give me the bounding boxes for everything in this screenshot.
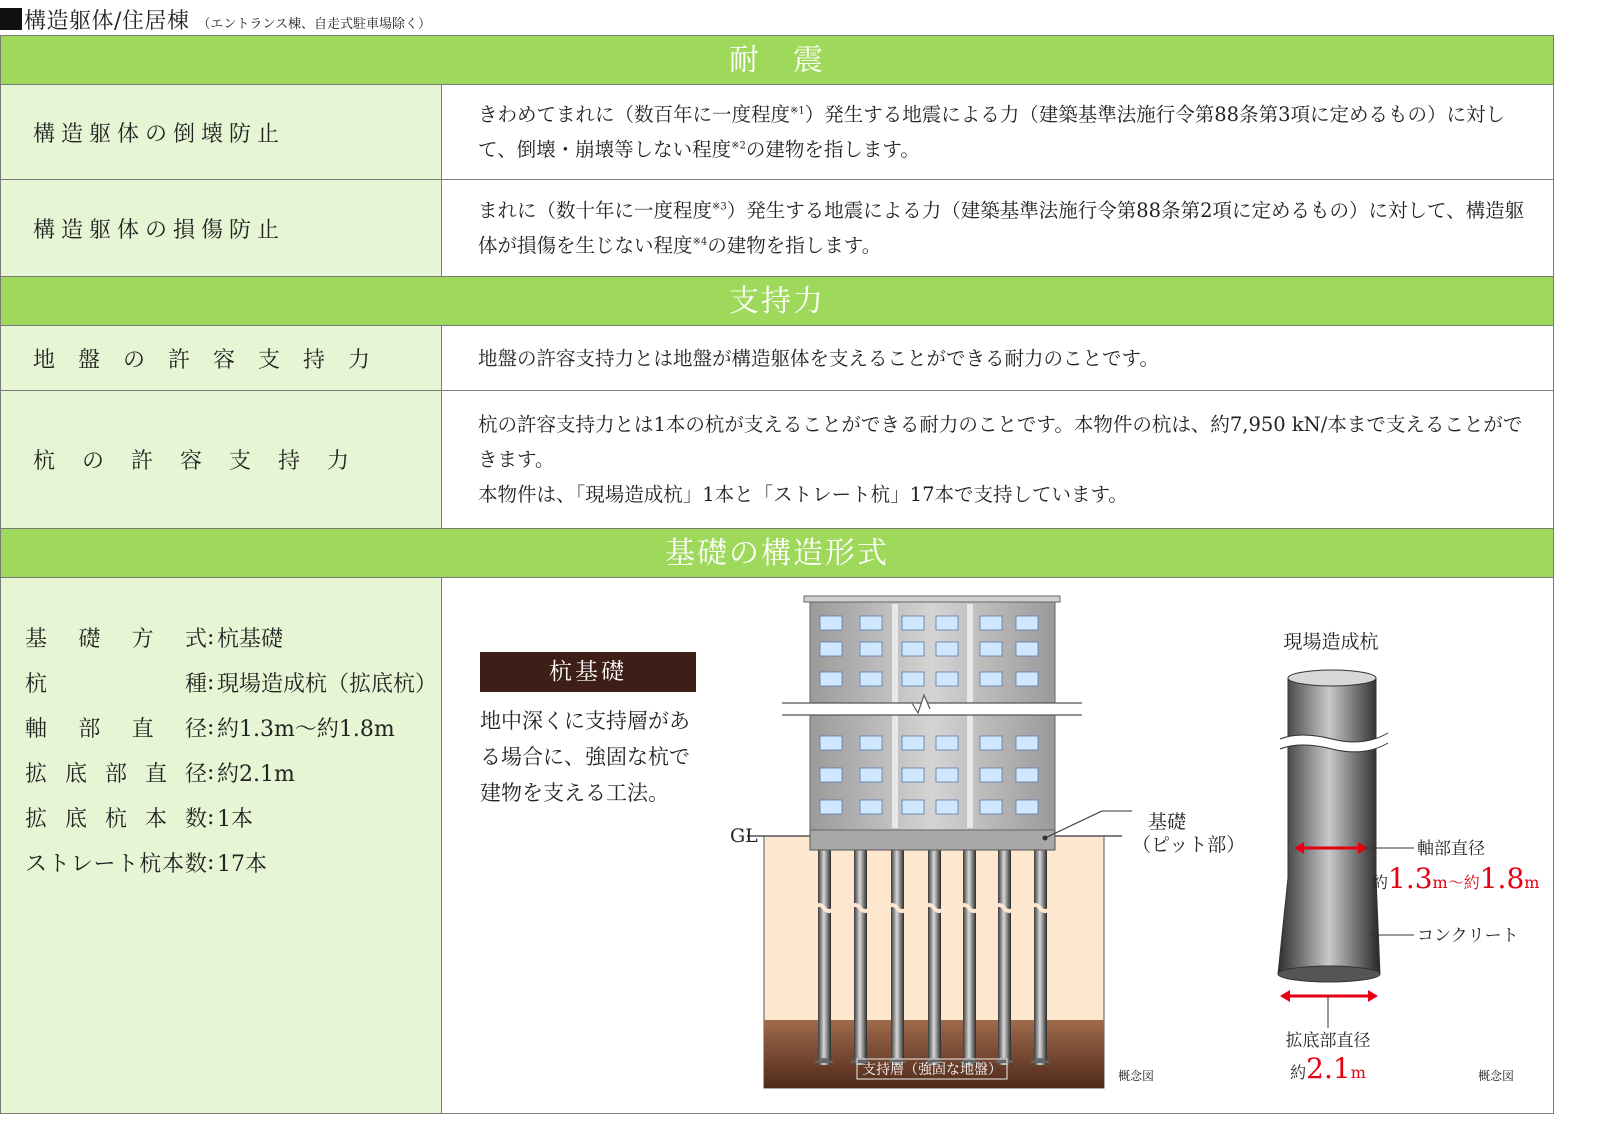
footnote-mark: ※4 (692, 236, 708, 248)
row-text (442, 180, 1553, 276)
foundation-slab (810, 828, 1055, 850)
section-header-kiso: 基礎の構造形式 (1, 529, 1553, 578)
base-diameter-dimension (1280, 990, 1378, 1028)
row-label-text: 杭の許容支持力 (33, 449, 377, 474)
row-text-part: の建物を指します。 (745, 138, 920, 161)
footnote-mark: ※1 (790, 105, 805, 117)
table-row (1, 326, 1553, 391)
spec-key: 軸 部 直 径 (25, 717, 207, 742)
shaft-diameter-label: 軸部直径 (1417, 839, 1485, 859)
foundation-spec-list (1, 578, 442, 1113)
foundation-diagram (442, 578, 1553, 1113)
row-text-part: ）発生する地震による力（建築基準法施行令第88条第3項に定めるもの）に対して、倒壊・崩壊等しない程度 (478, 103, 1505, 161)
row-text-part: まれに（数十年に一度程度 (478, 199, 713, 222)
row-text (442, 391, 1553, 528)
spec-item: 拡 底 部 直 径 : 約2.1m (25, 750, 441, 795)
square-bullet-icon (0, 8, 22, 30)
page-title-main: 構造躯体/住居棟 (24, 9, 190, 34)
spec-key: ス ト レ ー ト 杭 本 数 (25, 852, 207, 877)
table-row (1, 85, 1553, 180)
row-label: 構造躯体の損傷防止 (1, 180, 442, 276)
table-row (1, 180, 1553, 277)
spec-value: 現場造成杭（拡底杭） (217, 672, 438, 697)
table-row (1, 391, 1553, 529)
spec-value: 1本 (217, 807, 253, 832)
section-header-taishin: 耐 震 (1, 36, 1553, 85)
row-text (442, 85, 1553, 179)
shaft-diameter-value: 約1.3m～約1.8m (1372, 862, 1540, 895)
gl-label: GL (730, 825, 758, 847)
concrete-label: コンクリート (1417, 926, 1519, 946)
foundation-pit-label: （ピット部） (1132, 834, 1246, 856)
base-diameter-label: 拡底部直径 (1285, 1031, 1371, 1051)
foundation-illustration (442, 578, 1553, 1113)
spec-key: 拡 底 部 直 径 (25, 762, 207, 787)
row-text-part: の建物を指します。 (707, 234, 882, 257)
support-layer-label: 支持層（強固な地盤） (862, 1062, 1002, 1078)
pile-foundation-description: 地中深くに支持層がある場合に、強固な杭で建物を支える工法。 (480, 709, 690, 805)
foundation-label: 基礎 (1148, 811, 1187, 833)
row-text (442, 326, 1553, 390)
spec-value: 杭基礎 (217, 627, 284, 652)
spec-key: 杭 種 (25, 672, 207, 697)
row-text-part: 本物件は、「現場造成杭」1本と「ストレート杭」17本で支持しています。 (478, 483, 1128, 506)
spec-item: 拡 底 杭 本 数 : 1本 (25, 795, 441, 840)
section-header-shiji: 支持力 (1, 277, 1553, 326)
spec-item: 基 礎 方 式 : 杭基礎 (25, 615, 441, 660)
row-text-part: 杭の許容支持力とは1本の杭が支えることができる耐力のことです。本物件の杭は、約7,950 kN/本まで支えることができます。 (478, 413, 1523, 471)
spec-item: 軸 部 直 径 : 約1.3m～約1.8m (25, 705, 441, 750)
spec-item: ス ト レ ー ト 杭 本 数 : 17本 (25, 840, 441, 885)
row-label: 構造躯体の倒壊防止 (1, 85, 442, 179)
row-label-text: 地盤の許容支持力 (33, 347, 394, 373)
row-text-part: ）発生する地震による力（建築基準法施行令第88条第2項に定めるもの）に対して、構造躯体が損傷を生じない程度 (478, 199, 1525, 257)
row-label (1, 326, 442, 390)
spec-item: 杭 種 : 現場造成杭（拡底杭） (25, 660, 441, 705)
table-row (1, 578, 1553, 1113)
page-title (0, 4, 431, 34)
concept-label-left: 概念図 (1118, 1069, 1155, 1083)
cast-in-place-pile-title: 現場造成杭 (1283, 631, 1379, 653)
footnote-mark: ※3 (712, 201, 727, 213)
pile-foundation-badge: 杭基礎 (480, 652, 696, 692)
spec-value: 17本 (217, 852, 267, 877)
concept-label-right: 概念図 (1478, 1069, 1515, 1083)
row-label (1, 391, 442, 528)
row-text-part: きわめてまれに（数百年に一度程度 (478, 103, 791, 126)
spec-value: 約2.1m (217, 762, 295, 787)
spec-key: 基 礎 方 式 (25, 627, 207, 652)
spec-value: 約1.3m～約1.8m (217, 717, 395, 742)
spec-table (0, 35, 1554, 1114)
building-illustration (782, 596, 1082, 830)
base-diameter-value: 約2.1m (1290, 1052, 1366, 1085)
spec-key: 拡 底 杭 本 数 (25, 807, 207, 832)
row-text-part: 地盤の許容支持力とは地盤が構造躯体を支えることができる耐力のことです。 (478, 346, 1159, 370)
footnote-mark: ※2 (731, 140, 746, 152)
page-title-sub: （エントランス棟、自走式駐車場除く） (197, 17, 432, 32)
